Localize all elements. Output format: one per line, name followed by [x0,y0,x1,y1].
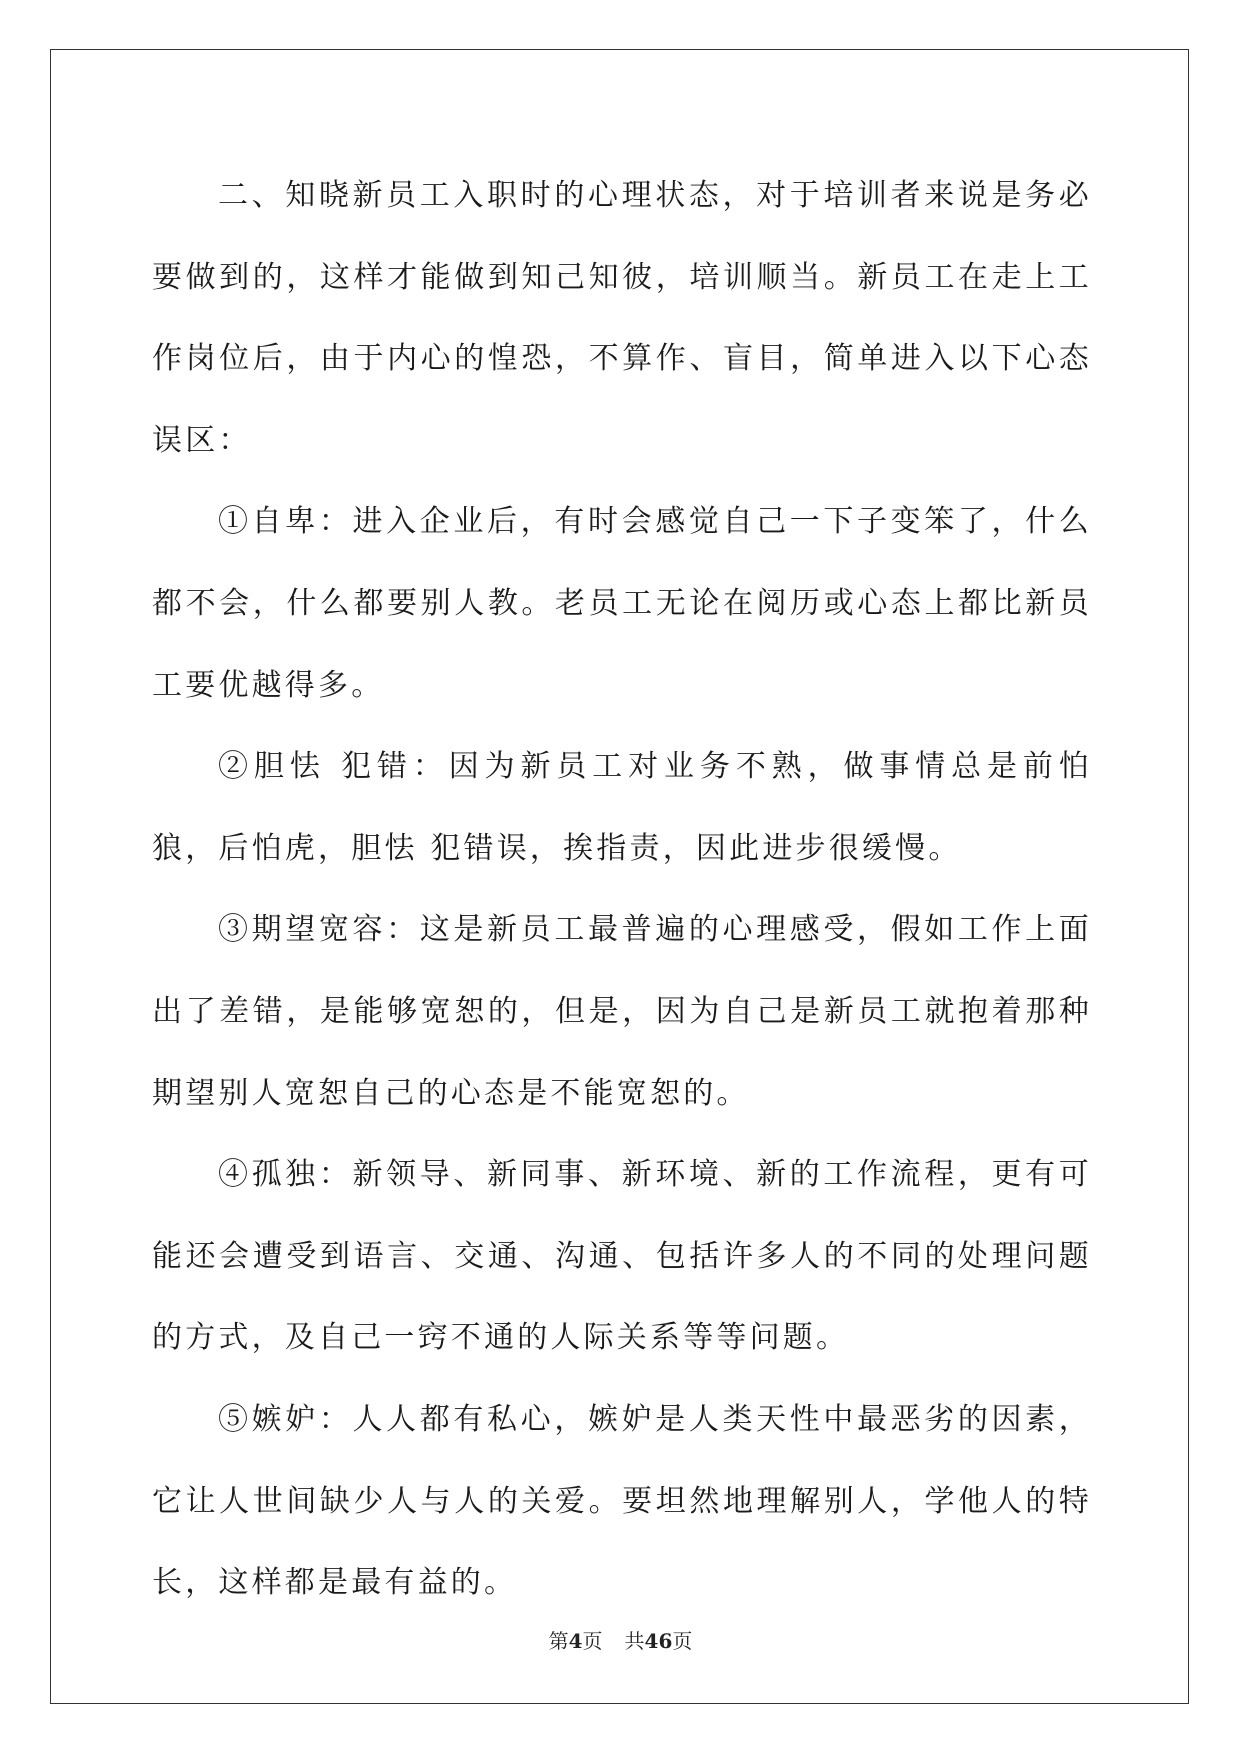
paragraph-intro: 二、知晓新员工入职时的心理状态，对于培训者来说是务必要做到的，这样才能做到知己知彼，培训顺当。新员工在走上工作岗位后，由于内心的惶恐，不算作、盲目，简单进入以下心态误区： [152,178,1092,458]
footer-total-unit: 页 [672,1629,693,1653]
paragraph-inferiority: ①自卑：进入企业后，有时会感觉自己一下子变笨了，什么都不会，什么都要别人教。老员工无论在阅历或心态上都比新员工要优越得多。 [152,504,1092,703]
paragraph-expecting-tolerance: ③期望宽容：这是新员工最普遍的心理感受，假如工作上面出了差错，是能够宽恕的，但是，因为自己是新员工就抱着那种期望别人宽恕自己的心态是不能宽恕的。 [152,912,1092,1111]
footer-prefix: 第 [548,1629,569,1653]
footer-current-page: 4 [568,1629,583,1653]
paragraph-timidity: ②胆怯 犯错：因为新员工对业务不熟，做事情总是前怕狼，后怕虎，胆怯 犯错误，挨指责，因此进步很缓慢。 [152,749,1092,866]
footer-total-pages: 46 [644,1629,673,1653]
paragraph-loneliness: ④孤独：新领导、新同事、新环境、新的工作流程，更有可能还会遭受到语言、交通、沟通、包括许多人的不同的处理问题的方式，及自己一窍不通的人际关系等等问题。 [152,1157,1092,1356]
paragraph-jealousy: ⑤嫉妒：人人都有私心，嫉妒是人类天性中最恶劣的因素，它让人世间缺少人与人的关爱。要坦然地理解别人，学他人的特长，这样都是最有益的。 [152,1401,1092,1601]
document-body [152,155,1092,1624]
footer-total-prefix: 共 [624,1629,645,1653]
page-footer [0,1625,1241,1654]
footer-page-unit: 页 [582,1629,603,1653]
